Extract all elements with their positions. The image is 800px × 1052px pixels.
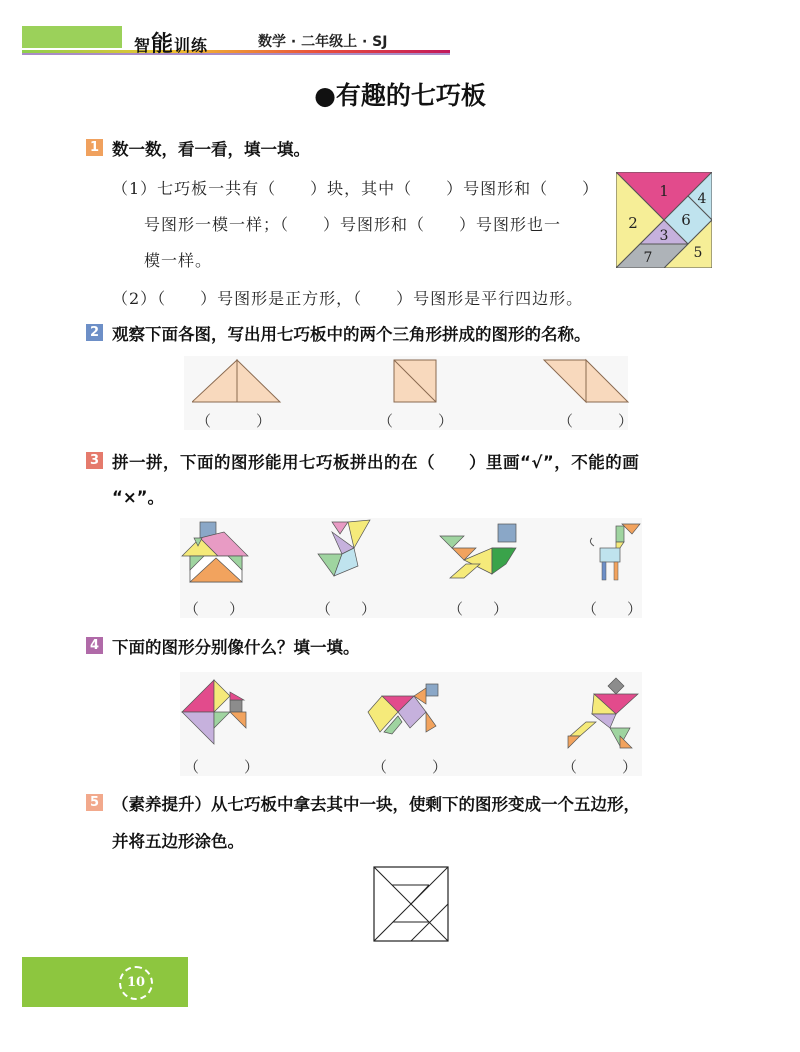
q3-figure-giraffe [586, 520, 642, 584]
question-5-text-line2: 并将五边形涂色。 [112, 832, 244, 851]
question-number-5: 5 [86, 794, 103, 811]
q3-figure-dog [436, 520, 522, 584]
q4-figure-person [566, 676, 640, 752]
subject-label: 数学 · 二年级上 · SJ [258, 34, 388, 50]
q3-answer-2[interactable]: （ ） [316, 600, 377, 618]
q3-figure-kite [314, 518, 374, 584]
q5-tangram-outline[interactable] [373, 866, 449, 942]
header-rule-shadow [22, 53, 450, 55]
q1-line-2: 号图形一模一样；（ ）号图形和（ ）号图形也一 [144, 215, 562, 234]
q2-answer-1[interactable]: （ ） [196, 412, 272, 430]
q2-figure-big-triangle [192, 358, 282, 404]
q2-answer-3[interactable]: （ ） [558, 412, 634, 430]
question-number-2: 2 [86, 324, 103, 341]
tangram-diagram [616, 172, 712, 268]
tangram-label-4: 4 [697, 191, 707, 207]
brand-title: 智能训练 [134, 32, 209, 57]
q2-answer-2[interactable]: （ ） [378, 412, 454, 430]
tangram-label-3: 3 [659, 228, 669, 244]
q1-line-3: 模一样。 [144, 251, 213, 270]
tangram-label-1: 1 [659, 182, 669, 200]
q1-line-1: （1）七巧板一共有（ ）块，其中（ ）号图形和（ ） [112, 179, 600, 198]
question-number-4: 4 [86, 637, 103, 654]
header-color-bar [22, 26, 122, 48]
q3-figure-house [180, 520, 252, 584]
q2-figure-square [392, 358, 438, 404]
q4-figure-fish [180, 678, 250, 746]
q3-answer-4[interactable]: （ ） [582, 600, 643, 618]
question-number-3: 3 [86, 452, 103, 469]
q4-answer-3[interactable]: （ ） [562, 758, 638, 776]
tangram-label-5: 5 [693, 245, 703, 261]
tangram-label-6: 6 [681, 211, 691, 229]
tangram-label-7: 7 [643, 250, 653, 266]
question-4-text: 下面的图形分别像什么？填一填。 [112, 638, 360, 657]
q4-answer-2[interactable]: （ ） [372, 758, 448, 776]
q3-answer-3[interactable]: （ ） [448, 600, 509, 618]
question-3-text-line1: 拼一拼，下面的图形能用七巧板拼出的在（ ）里画“√”，不能的画 [112, 453, 640, 472]
page-title: ●有趣的七巧板 [314, 81, 486, 110]
question-number-1: 1 [86, 139, 103, 156]
q2-figure-parallelogram [542, 358, 632, 404]
question-5-text-line1: （素养提升）从七巧板中拿去其中一块，使剩下的图形变成一个五边形， [112, 795, 640, 814]
tangram-label-2: 2 [628, 214, 638, 232]
q3-answer-1[interactable]: （ ） [184, 600, 245, 618]
question-3-text-line2: “×”。 [112, 488, 165, 507]
question-1-text: 数一数，看一看，填一填。 [112, 140, 310, 159]
footer-bar [22, 957, 188, 1007]
question-2-text: 观察下面各图，写出用七巧板中的两个三角形拼成的图形的名称。 [112, 325, 591, 344]
page-number: 10 [119, 966, 153, 1000]
q4-figure-horse [362, 682, 444, 736]
q1-line-4: （2）（ ）号图形是正方形，（ ）号图形是平行四边形。 [112, 289, 584, 308]
q4-answer-1[interactable]: （ ） [184, 758, 260, 776]
